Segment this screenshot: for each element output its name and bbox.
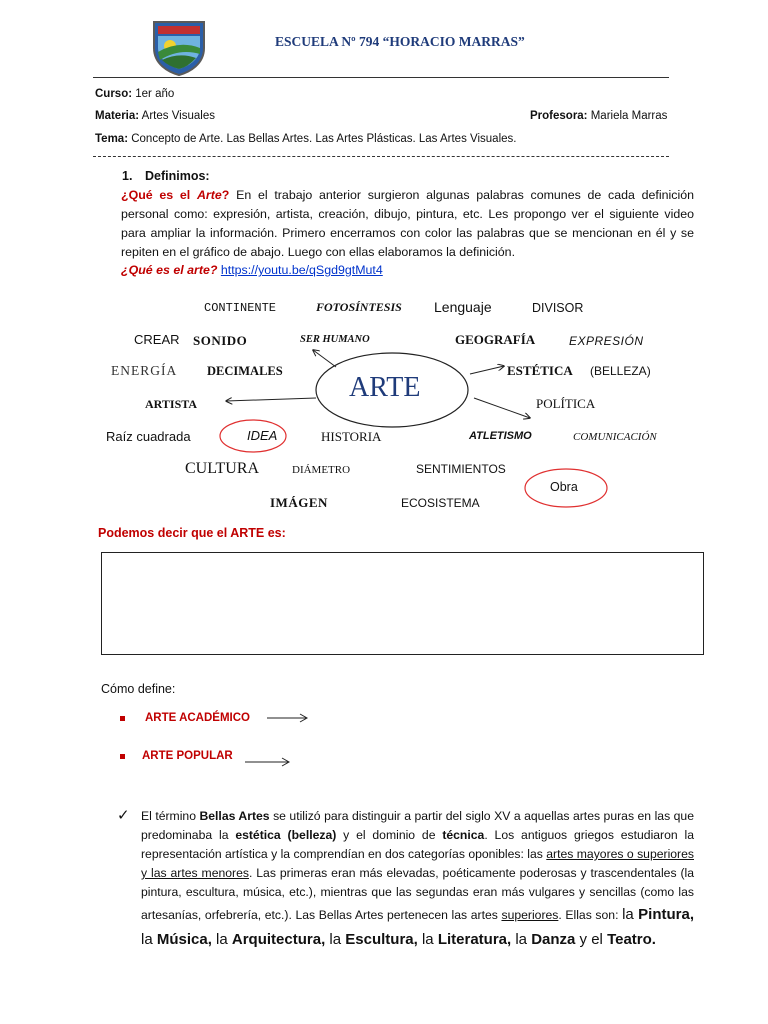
- word-historia: HISTORIA: [321, 429, 382, 444]
- ba-article: y el: [575, 931, 608, 948]
- word-politica: POLÍTICA: [536, 396, 596, 411]
- word-idea: IDEA: [247, 428, 278, 443]
- question-end: ?: [221, 188, 230, 202]
- word-geografia: GEOGRAFÍA: [455, 332, 536, 347]
- arrow-right-icon: [267, 711, 311, 729]
- bellas-artes-paragraph: [141, 807, 694, 952]
- arrow-politica: [474, 398, 530, 418]
- ba-text: se utilizó para distinguir a partir del siglo XV a aquellas artes puras en las que predominaba la: [141, 809, 694, 842]
- ba-article: la: [622, 906, 639, 923]
- definition-answer-box[interactable]: [101, 552, 704, 655]
- ba-text: . Las primeras eran más elevadas, poéticamente poderosas y trascendentales (la pintura, escultura, música, etc.), mientras que las segundas eran más vulgares y sencillas (como las artesanías, orfebrería, etc.). Las Bellas Artes pertenecen las artes: [141, 866, 695, 922]
- arte-center-word: ARTE: [349, 372, 421, 403]
- word-diametro: DIÁMETRO: [292, 464, 351, 476]
- word-decimales: DECIMALES: [207, 364, 283, 378]
- curso-label: Curso:: [95, 88, 133, 100]
- word-expresion: EXPRESIÓN: [569, 334, 644, 348]
- ba-article: la: [417, 931, 438, 948]
- art-teatro: Teatro.: [607, 931, 656, 948]
- profesora-label: Profesora:: [530, 110, 588, 122]
- section-number: 1.: [122, 169, 133, 183]
- definition-prompt: Podemos decir que el ARTE es:: [98, 526, 286, 540]
- ba-article: la: [211, 931, 232, 948]
- ba-article: la: [325, 931, 346, 948]
- materia-label: Materia:: [95, 110, 140, 122]
- arrow-right-icon: [245, 755, 293, 773]
- section-heading: Definimos:: [145, 169, 210, 183]
- ba-text: . Los antiguos griegos estudiaron la representación artística y la comprendían en dos categorías oponibles: las: [141, 828, 694, 861]
- word-continente: CONTINENTE: [204, 301, 277, 315]
- ba-text: El término: [141, 809, 200, 823]
- word-crear: CREAR: [134, 332, 180, 347]
- word-fotosintesis: FOTOSÍNTESIS: [316, 300, 402, 314]
- ba-bellas-artes: Bellas Artes: [199, 809, 270, 823]
- ba-article: la: [511, 931, 532, 948]
- tema-label: Tema:: [95, 133, 129, 145]
- word-raiz: Raíz cuadrada: [106, 429, 191, 444]
- ba-text: . Ellas son:: [558, 908, 623, 922]
- curso-value: 1er año: [132, 88, 175, 100]
- word-ecosistema: ECOSISTEMA: [401, 496, 480, 510]
- art-literatura: Literatura,: [437, 931, 512, 948]
- tema-value: Concepto de Arte. Las Bellas Artes. Las Artes Plásticas. Las Artes Visuales.: [128, 133, 517, 145]
- video-link[interactable]: https://youtu.be/qSgd9gtMut4: [220, 263, 383, 277]
- word-lenguaje: Lenguaje: [434, 299, 492, 315]
- art-musica: Música,: [156, 931, 212, 948]
- ba-text: y el dominio de: [336, 828, 443, 842]
- ba-superiores: superiores: [501, 908, 559, 922]
- ba-tecnica: técnica: [442, 828, 485, 842]
- art-escultura: Escultura,: [345, 931, 418, 948]
- art-danza: Danza: [531, 931, 576, 948]
- arte-academico-item: ARTE ACADÉMICO: [145, 712, 250, 724]
- word-imagen: IMÁGEN: [270, 495, 328, 510]
- arrow-artista: [226, 398, 316, 401]
- word-divisor: DIVISOR: [532, 301, 584, 315]
- school-title: ESCUELA Nº 794 “HORACIO MARRAS”: [275, 34, 525, 49]
- art-arquitectura: Arquitectura,: [231, 931, 326, 948]
- video-label: ¿Qué es el arte?: [121, 263, 218, 277]
- ba-article: la: [141, 931, 157, 948]
- bullet-icon: [120, 754, 125, 759]
- word-obra: Obra: [550, 480, 578, 494]
- ba-estetica: estética (belleza): [235, 828, 337, 842]
- arrow-estetica: [470, 366, 504, 374]
- word-comunicacion: COMUNICACIÓN: [573, 431, 657, 443]
- word-estetica: ESTÉTICA: [507, 363, 573, 378]
- checkmark-icon: ✓: [117, 807, 130, 824]
- como-define-label: Cómo define:: [101, 682, 176, 696]
- word-sentimientos: SENTIMIENTOS: [416, 462, 506, 476]
- question-start: ¿Qué es el: [121, 188, 197, 202]
- ba-artes-mayores: artes mayores o superiores y las artes menores: [141, 847, 694, 880]
- word-cultura: CULTURA: [185, 460, 260, 477]
- profesora-value: Mariela Marras: [587, 110, 668, 122]
- word-energia: ENERGÍA: [111, 363, 178, 378]
- word-artista: ARTISTA: [145, 397, 198, 411]
- arte-popular-item: ARTE POPULAR: [142, 750, 233, 762]
- materia-value: Artes Visuales: [139, 110, 215, 122]
- word-belleza: (BELLEZA): [590, 364, 651, 378]
- question-arte: Arte: [196, 188, 222, 202]
- word-ser-humano: SER HUMANO: [300, 334, 370, 345]
- word-atletismo: ATLETISMO: [469, 430, 532, 442]
- bullet-icon: [120, 716, 125, 721]
- arrow-ser-humano: [313, 350, 336, 367]
- word-sonido: SONIDO: [193, 333, 248, 348]
- paragraph-text: En el trabajo anterior surgieron algunas palabras comunes de cada definición personal como: expresión, artista, creación, dibujo, pintura, etc. Les propongo ver el siguiente video para ampliar la información. Primero encerramos con color las palabras que se mencionan en él y se repiten en el gráfico de abajo. Luego con ellas elaboramos la definición.: [121, 188, 694, 259]
- art-pintura: Pintura,: [638, 906, 694, 923]
